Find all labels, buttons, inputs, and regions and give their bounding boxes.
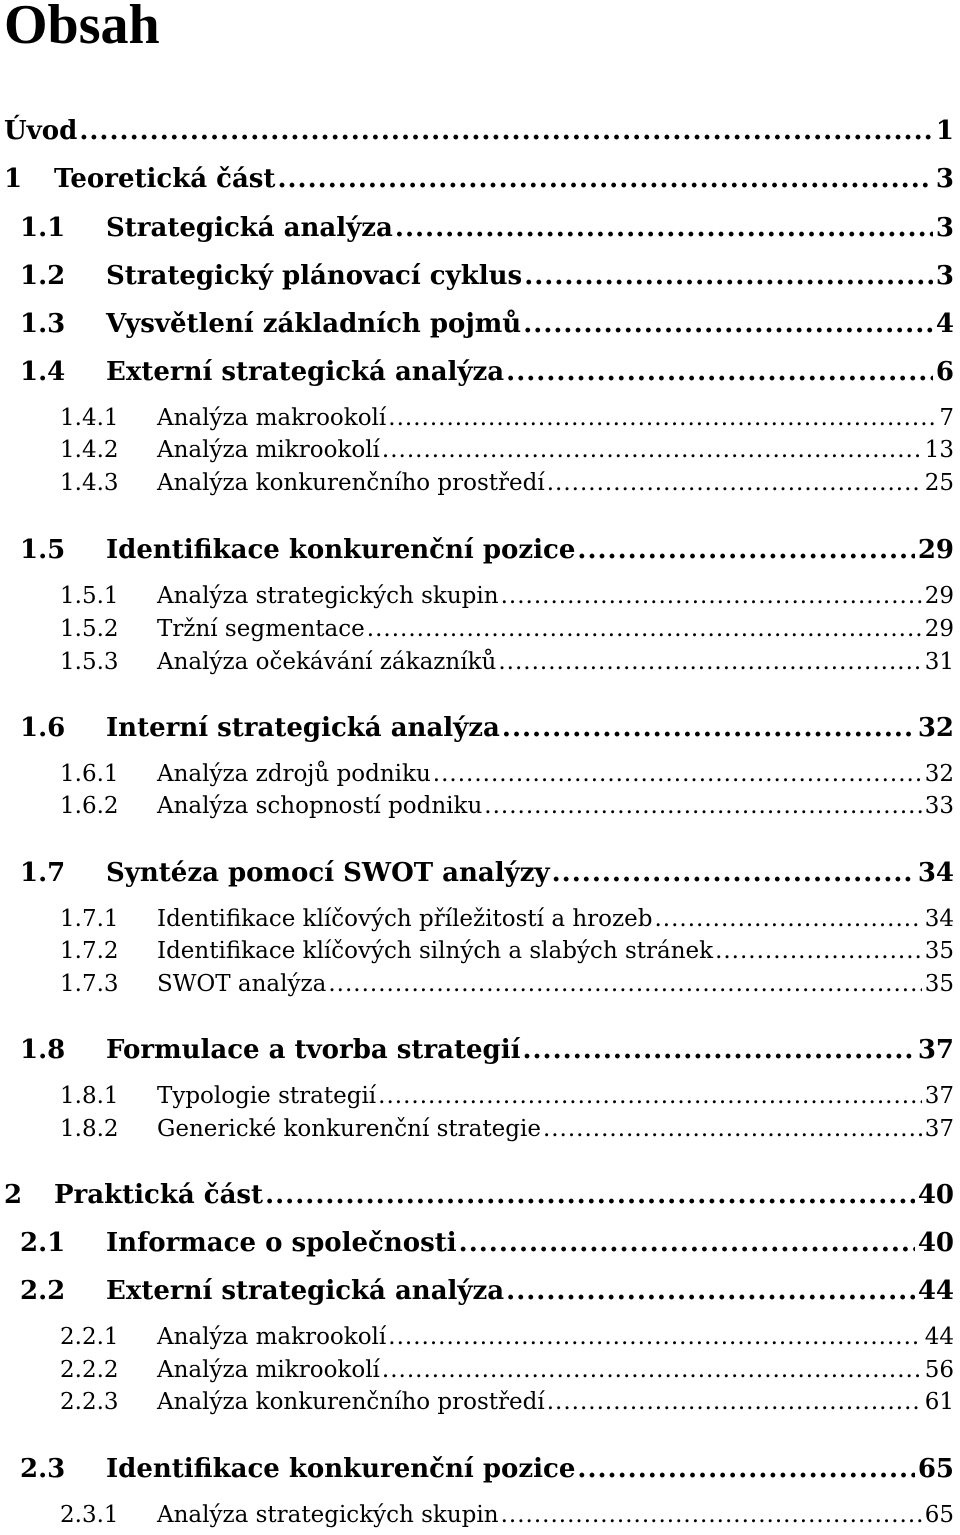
toc-entry-page: 25	[924, 470, 954, 496]
toc-entry-1-5-2[interactable]	[0, 616, 960, 648]
toc-entry-1-6[interactable]	[0, 713, 960, 745]
toc-entry-label: Externí strategická analýza	[106, 357, 505, 387]
toc-entry-number: 2.3	[20, 1454, 66, 1484]
toc-entry-label: Identifikace klíčových příležitostí a hrozeb	[157, 906, 653, 932]
toc-entry-page: 29	[924, 616, 954, 642]
toc-entry-label: Analýza schopností podniku	[157, 793, 483, 819]
toc-entry-page: 34	[917, 858, 954, 888]
toc-entry-page: 29	[924, 583, 954, 609]
toc-entry-label: Generické konkurenční strategie	[157, 1116, 541, 1142]
toc-entry-1-2[interactable]	[0, 261, 960, 293]
toc-leader-dots	[524, 261, 933, 291]
toc-leader-dots	[367, 616, 922, 642]
toc-entry-number: 1.5.1	[60, 583, 119, 609]
toc-leader-dots	[506, 1276, 915, 1306]
toc-entry-number: 1.4.3	[60, 470, 119, 496]
toc-entry-label: Analýza strategických skupin	[157, 1502, 499, 1528]
toc-entry-number: 2	[4, 1180, 23, 1210]
toc-entry-number: 1.4.2	[60, 437, 119, 463]
toc-leader-dots	[388, 405, 936, 431]
toc-entry-number: 2.3.1	[60, 1502, 119, 1528]
toc-entry-number: 1	[4, 164, 23, 194]
toc-entry-label: Analýza mikrookolí	[157, 437, 380, 463]
toc-entry-page: 4	[935, 309, 954, 339]
toc-entry-1-4-3[interactable]	[0, 470, 960, 502]
toc-entry-uvod[interactable]	[0, 116, 960, 148]
toc-entry-2[interactable]	[0, 1180, 960, 1212]
toc-leader-dots	[543, 1116, 922, 1142]
toc-leader-dots	[654, 906, 921, 932]
toc-entry-1-7-2[interactable]	[0, 938, 960, 970]
toc-entry-page: 37	[924, 1083, 954, 1109]
toc-entry-1-3[interactable]	[0, 309, 960, 341]
toc-entry-page: 44	[917, 1276, 954, 1306]
toc-leader-dots	[552, 858, 915, 888]
toc-entry-page: 40	[917, 1180, 954, 1210]
toc-entry-1-8-1[interactable]	[0, 1083, 960, 1115]
toc-entry-1-7-3[interactable]	[0, 971, 960, 1003]
toc-leader-dots	[395, 213, 933, 243]
toc-leader-dots	[523, 309, 933, 339]
toc-entry-number: 1.8.2	[60, 1116, 119, 1142]
toc-entry-number: 1.6.2	[60, 793, 119, 819]
toc-leader-dots	[547, 1389, 922, 1415]
toc-entry-page: 32	[917, 713, 954, 743]
toc-leader-dots	[459, 1228, 915, 1258]
toc-entry-number: 1.8.1	[60, 1083, 119, 1109]
toc-entry-number: 1.5.2	[60, 616, 119, 642]
toc-entry-1-8-2[interactable]	[0, 1116, 960, 1148]
toc-leader-dots	[79, 116, 933, 146]
toc-entry-1-5-3[interactable]	[0, 649, 960, 681]
toc-entry-page: 13	[924, 437, 954, 463]
toc-entry-2-3-1[interactable]	[0, 1502, 960, 1534]
toc-leader-dots	[433, 761, 922, 787]
toc-entry-label: Analýza makrookolí	[157, 1324, 387, 1350]
toc-leader-dots	[501, 583, 922, 609]
toc-entry-page: 3	[935, 213, 954, 243]
toc-entry-2-1[interactable]	[0, 1228, 960, 1260]
toc-leader-dots	[502, 713, 915, 743]
toc-entry-label: Analýza konkurenčního prostředí	[157, 470, 545, 496]
toc-leader-dots	[522, 1035, 914, 1065]
toc-leader-dots	[382, 437, 922, 463]
toc-entry-1-7-1[interactable]	[0, 906, 960, 938]
toc-entry-page: 37	[924, 1116, 954, 1142]
toc-leader-dots	[547, 470, 922, 496]
toc-entry-label: Informace o společnosti	[106, 1228, 457, 1258]
toc-entry-1-7[interactable]	[0, 858, 960, 890]
toc-entry-number: 1.8	[20, 1035, 66, 1065]
toc-entry-number: 1.6.1	[60, 761, 119, 787]
toc-entry-page: 56	[924, 1357, 954, 1383]
toc-entry-label: Analýza zdrojů podniku	[157, 761, 431, 787]
toc-entry-page: 29	[917, 535, 954, 565]
toc-entry-number: 2.2.3	[60, 1389, 119, 1415]
toc-leader-dots	[577, 1454, 914, 1484]
toc-entry-label: Praktická část	[54, 1180, 264, 1210]
toc-entry-number: 2.2	[20, 1276, 66, 1306]
toc-leader-dots	[498, 649, 921, 675]
toc-entry-number: 1.3	[20, 309, 66, 339]
toc-entry-number: 2.2.2	[60, 1357, 119, 1383]
toc-entry-number: 2.1	[20, 1228, 66, 1258]
toc-entry-label: SWOT analýza	[157, 971, 327, 997]
toc-leader-dots	[277, 164, 932, 194]
toc-leader-dots	[265, 1180, 915, 1210]
toc-leader-dots	[715, 938, 922, 964]
toc-entry-number: 1.5.3	[60, 649, 119, 675]
toc-entry-label: Identifikace konkurenční pozice	[106, 535, 576, 565]
toc-entry-number: 1.6	[20, 713, 66, 743]
toc-entry-label: Vysvětlení základních pojmů	[106, 309, 522, 339]
toc-entry-number: 1.4.1	[60, 405, 119, 431]
toc-entry-page: 7	[939, 405, 954, 431]
toc-entry-page: 35	[924, 938, 954, 964]
toc-entry-number: 1.7.2	[60, 938, 119, 964]
toc-entry-label: Teoretická část	[54, 164, 276, 194]
toc-entry-label: Strategický plánovací cyklus	[106, 261, 523, 291]
toc-entry-label: Analýza strategických skupin	[157, 583, 499, 609]
toc-entry-page: 3	[935, 164, 954, 194]
toc-entry-number: 1.1	[20, 213, 66, 243]
toc-entry-2-2[interactable]	[0, 1276, 960, 1308]
toc-entry-label: Identifikace klíčových silných a slabých stránek	[157, 938, 714, 964]
toc-entry-1-5-1[interactable]	[0, 583, 960, 615]
toc-entry-label: Interní strategická analýza	[106, 713, 500, 743]
toc-entry-page: 34	[924, 906, 954, 932]
toc-entry-label: Externí strategická analýza	[106, 1276, 505, 1306]
toc-leader-dots	[388, 1324, 921, 1350]
toc-entry-2-2-1[interactable]	[0, 1324, 960, 1356]
toc-entry-number: 1.4	[20, 357, 66, 387]
toc-entry-label: Formulace a tvorba strategií	[106, 1035, 521, 1065]
toc-entry-2-3[interactable]	[0, 1454, 960, 1486]
toc-entry-page: 32	[924, 761, 954, 787]
toc-entry-label: Analýza konkurenčního prostředí	[157, 1389, 545, 1415]
toc-entry-number: 1.5	[20, 535, 66, 565]
toc-entry-1-4[interactable]	[0, 357, 960, 389]
toc-entry-page: 31	[924, 649, 954, 675]
toc-entry-label: Typologie strategií	[157, 1083, 377, 1109]
toc-entry-label: Analýza mikrookolí	[157, 1357, 380, 1383]
toc-entry-page: 65	[924, 1502, 954, 1528]
toc-entry-number: 1.7.1	[60, 906, 119, 932]
toc-entry-1-4-2[interactable]	[0, 437, 960, 469]
toc-entry-page: 3	[935, 261, 954, 291]
toc-entry-1-1[interactable]	[0, 213, 960, 245]
toc-entry-label: Tržní segmentace	[157, 616, 365, 642]
toc-entry-1-6-1[interactable]	[0, 761, 960, 793]
toc-entry-page: 33	[924, 793, 954, 819]
toc-entry-page: 44	[924, 1324, 954, 1350]
toc-entry-label: Identifikace konkurenční pozice	[106, 1454, 576, 1484]
toc-entry-label: Analýza očekávání zákazníků	[157, 649, 497, 675]
toc-leader-dots	[382, 1357, 922, 1383]
toc-entry-number: 1.7.3	[60, 971, 119, 997]
toc-entry-number: 2.2.1	[60, 1324, 119, 1350]
toc-entry-1-5[interactable]	[0, 535, 960, 567]
toc-entry-2-2-2[interactable]	[0, 1357, 960, 1389]
toc-entry-page: 37	[917, 1035, 954, 1065]
toc-entry-1-4-1[interactable]	[0, 405, 960, 437]
toc-leader-dots	[378, 1083, 922, 1109]
toc-entry-label: Syntéza pomocí SWOT analýzy	[106, 858, 550, 888]
toc-entry-label: Úvod	[4, 116, 78, 146]
toc-entry-page: 1	[935, 116, 954, 146]
toc-entry-2-2-3[interactable]	[0, 1389, 960, 1421]
toc-entry-number: 1.2	[20, 261, 66, 291]
page-title: Obsah	[4, 0, 160, 56]
toc-entry-page: 61	[924, 1389, 954, 1415]
toc-entry-label: Analýza makrookolí	[157, 405, 387, 431]
toc-leader-dots	[577, 535, 914, 565]
toc-entry-page: 65	[917, 1454, 954, 1484]
toc-entry-1-8[interactable]	[0, 1035, 960, 1067]
toc-leader-dots	[328, 971, 921, 997]
toc-leader-dots	[484, 793, 921, 819]
toc-entry-page: 35	[924, 971, 954, 997]
toc-entry-1[interactable]	[0, 164, 960, 196]
toc-entry-page: 6	[935, 357, 954, 387]
toc-entry-1-6-2[interactable]	[0, 793, 960, 825]
toc-leader-dots	[506, 357, 933, 387]
toc-leader-dots	[501, 1502, 922, 1528]
toc-entry-number: 1.7	[20, 858, 66, 888]
toc-entry-label: Strategická analýza	[106, 213, 393, 243]
toc-entry-page: 40	[917, 1228, 954, 1258]
